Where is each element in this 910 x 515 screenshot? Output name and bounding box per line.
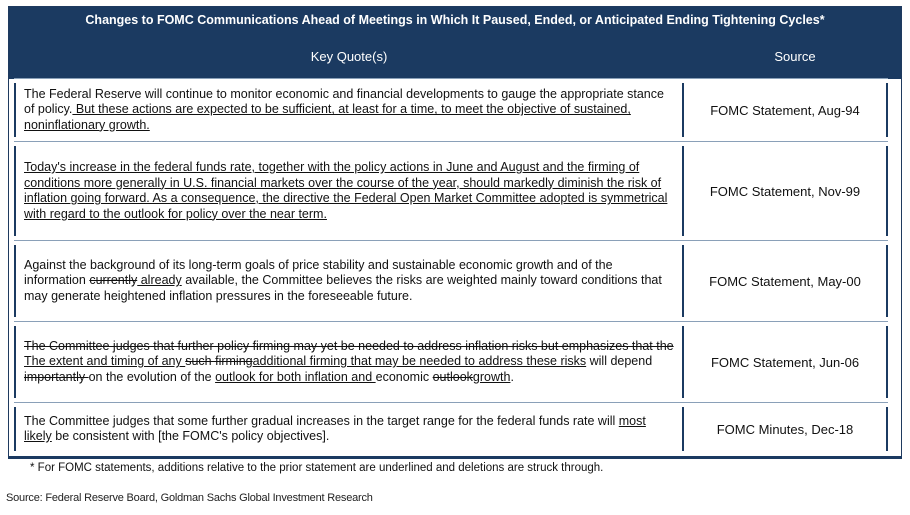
- deleted-text: such firming: [185, 354, 253, 369]
- deleted-text: importantly: [24, 369, 89, 384]
- table-bottom-rule: [8, 456, 902, 459]
- source-line: Source: Federal Reserve Board, Goldman Sachs Global Investment Research: [6, 492, 373, 504]
- row-source: FOMC Statement, Jun-06: [710, 354, 860, 370]
- row-quote: [24, 79, 676, 141]
- row-quote: [24, 403, 676, 455]
- added-text: already: [137, 273, 182, 288]
- quote-text: economic: [375, 369, 433, 384]
- row-source: FOMC Statement, Nov-99: [709, 183, 861, 199]
- quote-text: The Committee judges that some further gradual increases in the target range for the federal funds rate will: [24, 413, 619, 428]
- footnote: * For FOMC statements, additions relative to the prior statement are underlined and deletions are struck through.: [30, 462, 604, 474]
- row-quote: [24, 322, 676, 402]
- header-key-quotes: Key Quote(s): [310, 48, 388, 64]
- row-right-bar: [886, 146, 888, 236]
- row-quote: [24, 142, 676, 240]
- added-text: The extent and timing of any: [24, 354, 186, 369]
- added-text: most likely: [24, 413, 646, 443]
- row-left-bar: [14, 245, 16, 317]
- added-text: Today's increase in the federal funds rate, together with the policy actions in June and August and the firming of conditions more generally in U.S. financial markets over the course of the year, should markedly diminish the risk of inflation going forward. As a consequence, the directive the Federal Open Market Committee adopted is symmetrical with regard to the outlook for policy over the near term.: [24, 160, 668, 221]
- deleted-text: outlook: [432, 369, 473, 384]
- added-text: additional firming that may be needed to address these risks: [252, 354, 587, 369]
- row-source: FOMC Statement, Aug-94: [710, 102, 860, 118]
- row-left-bar: [14, 146, 16, 236]
- row-source: FOMC Minutes, Dec-18: [716, 421, 854, 437]
- row-left-bar: [14, 83, 16, 137]
- row-right-bar: [886, 326, 888, 398]
- quote-text: on the evolution of the: [88, 369, 216, 384]
- table-header: [9, 33, 901, 79]
- quote-text: be consistent with [the FOMC's policy objectives].: [51, 429, 330, 443]
- added-text: growth: [472, 369, 511, 384]
- quote-text: .: [510, 369, 514, 384]
- table-title: Changes to FOMC Communications Ahead of Meetings in Which It Paused, Ended, or Anticipated Ending Tightening Cycles*: [9, 7, 901, 33]
- quote-text: Against the background of its long-term goals of price stability and sustainable economic growth and of the information: [24, 257, 613, 288]
- quote-text: will depend: [586, 354, 653, 369]
- deleted-text: currently: [89, 273, 138, 288]
- table-row: [14, 321, 888, 402]
- row-right-bar: [886, 83, 888, 137]
- table-row: [14, 240, 888, 321]
- row-quote: [24, 241, 676, 321]
- added-text: outlook for both inflation and: [215, 369, 376, 384]
- table-row: [14, 141, 888, 240]
- row-source: FOMC Statement, May-00: [709, 273, 861, 289]
- deleted-text: The Committee judges that further policy firming may yet be needed to address inflation risks but emphasizes that the: [24, 338, 674, 353]
- table-row: [14, 78, 888, 141]
- table-row: [14, 402, 888, 455]
- quote-text: available, the Committee believes the risks are weighted mainly toward conditions that may generate heightened inflation pressures in the foreseeable future.: [24, 273, 662, 303]
- header-source: Source: [774, 48, 816, 64]
- row-left-bar: [14, 326, 16, 398]
- row-right-bar: [886, 245, 888, 317]
- quote-text: The Federal Reserve will continue to monitor economic and financial developments to gauge the appropriate stance of policy.: [24, 86, 664, 117]
- added-text: But these actions are expected to be sufficient, at least for a time, to meet the objective of sustained, noninflationary growth.: [24, 102, 631, 132]
- row-left-bar: [14, 407, 16, 451]
- row-right-bar: [886, 407, 888, 451]
